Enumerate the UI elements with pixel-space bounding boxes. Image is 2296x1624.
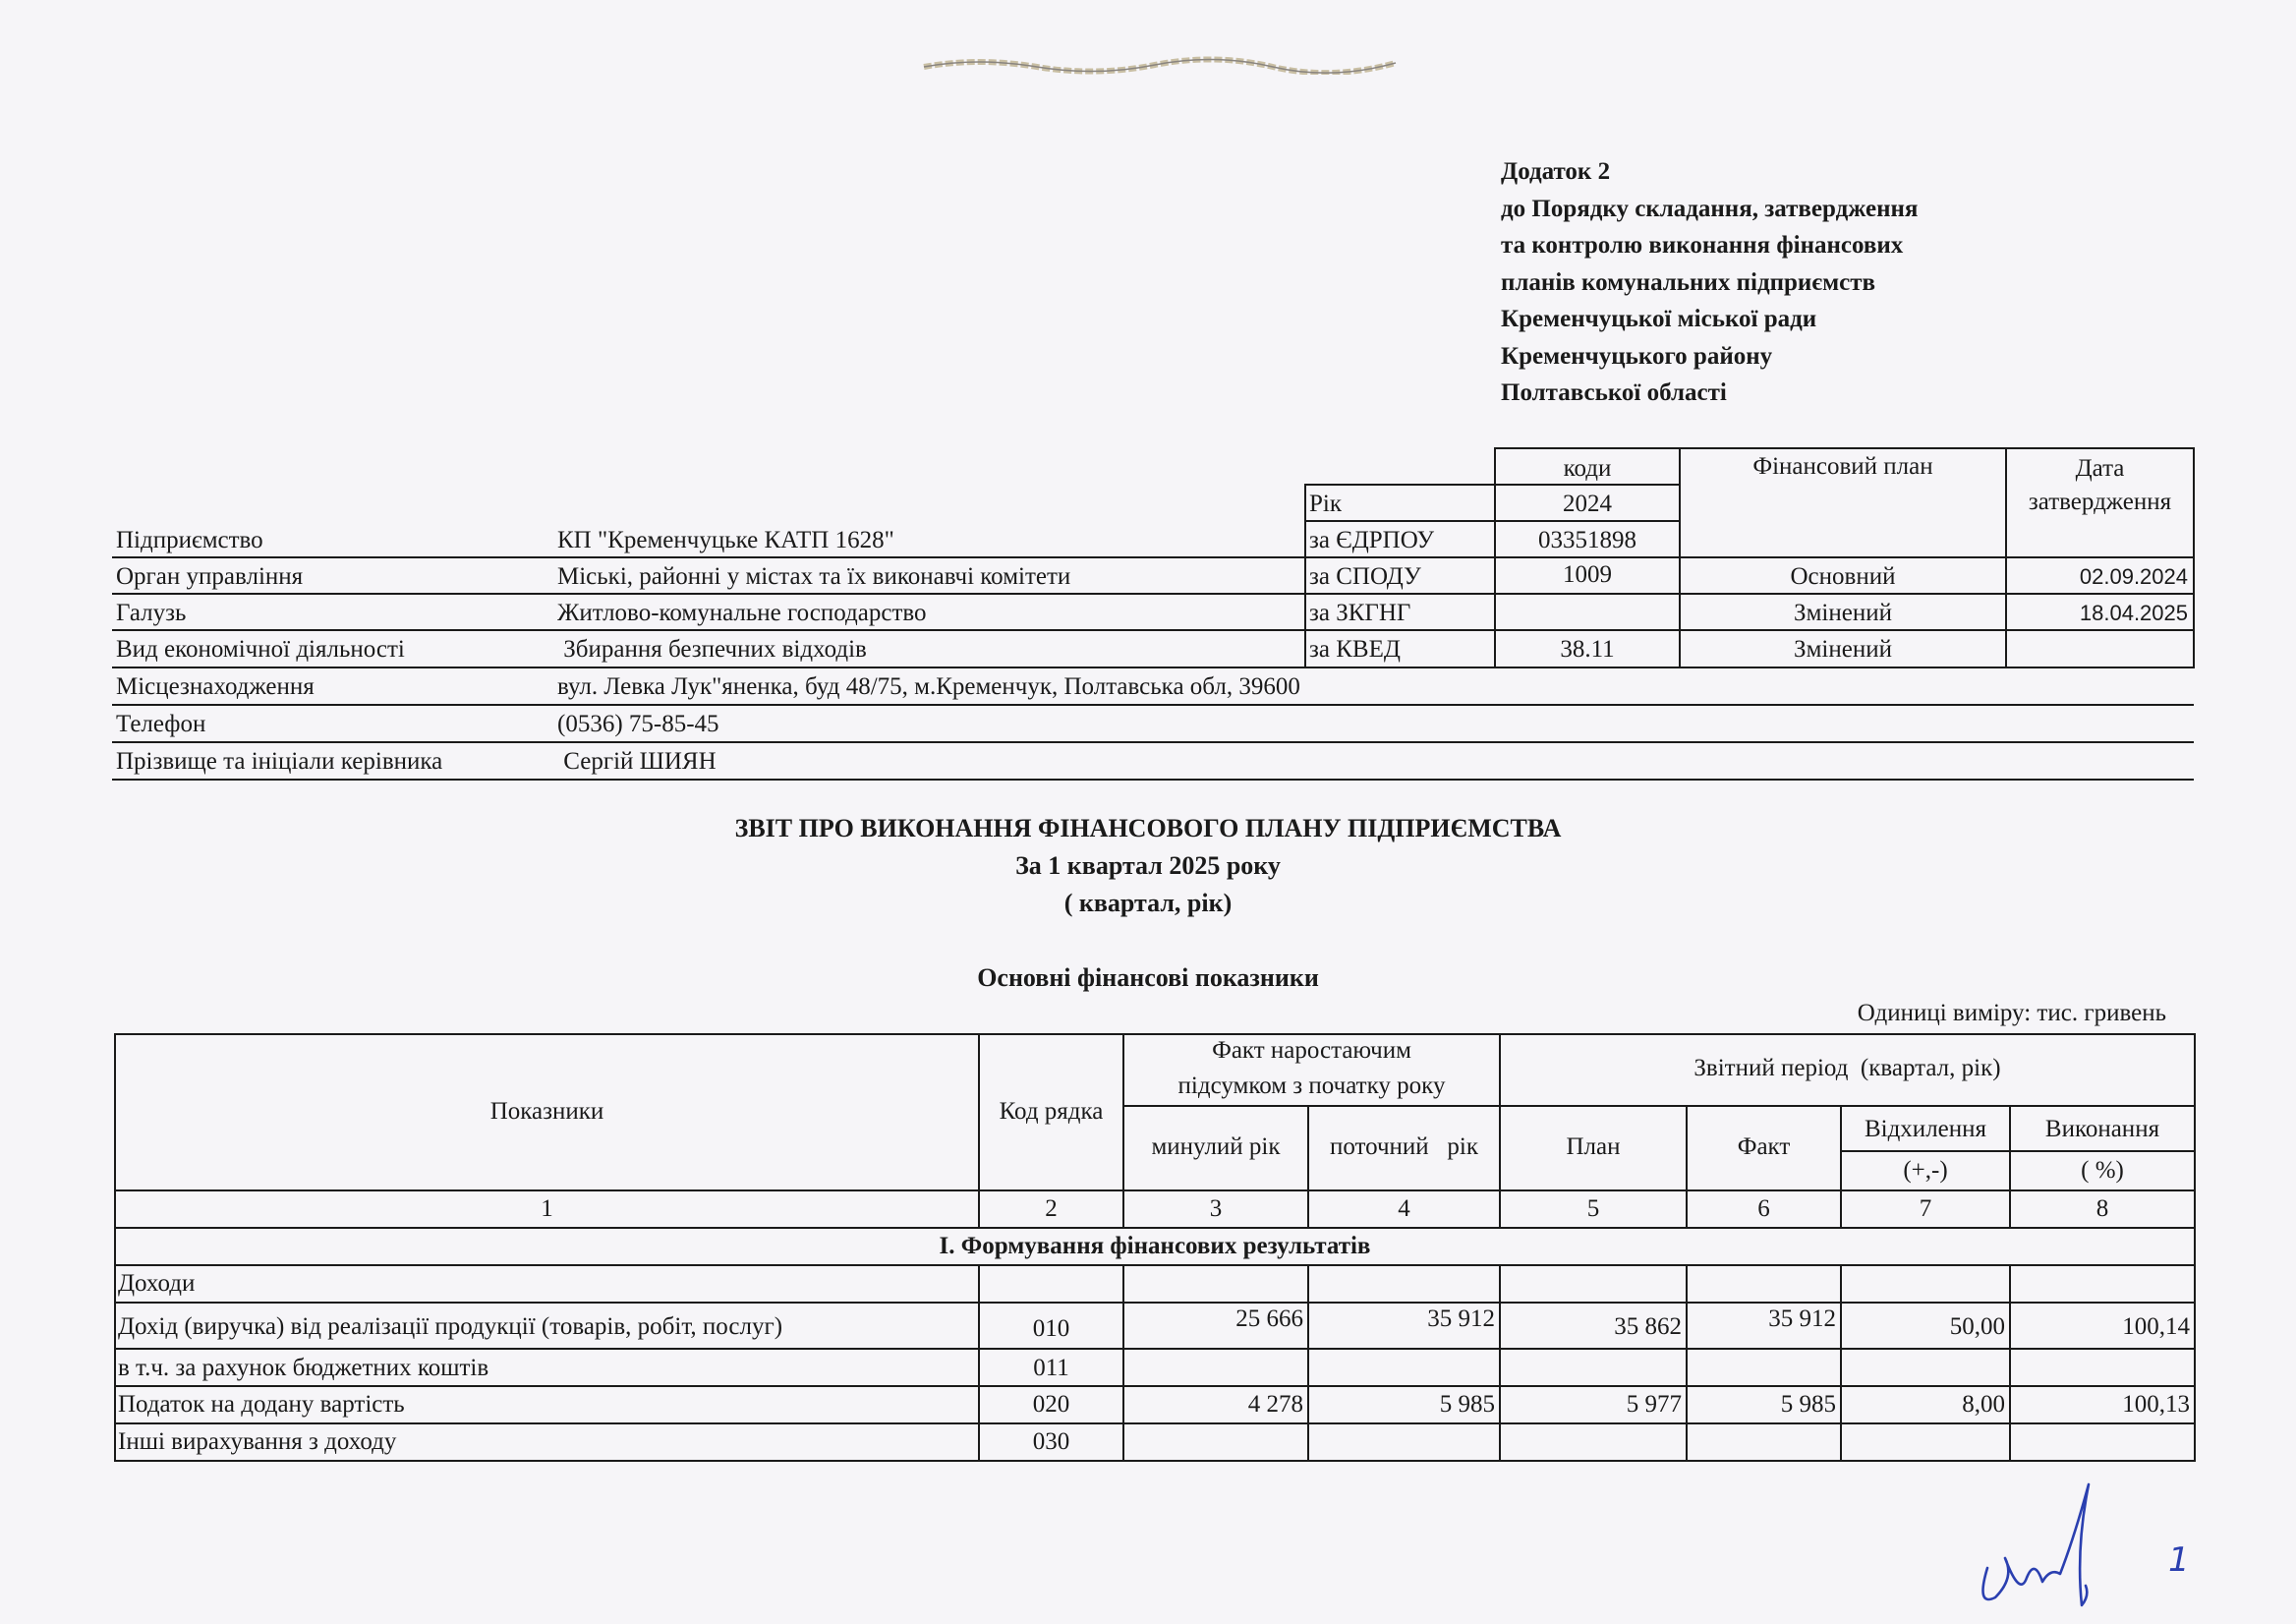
row-plan: 5 977 (1626, 1391, 1682, 1418)
report-period-hint: ( квартал, рік) (1063, 889, 1233, 917)
row-deviation: 50,00 (1949, 1313, 2005, 1340)
header-period: Звітний період (квартал, рік) (1693, 1055, 2001, 1081)
info-value: вул. Левка Лук"яненка, буд 48/75, м.Кременчук, Полтавська обл, 39600 (557, 673, 1300, 700)
col-number: 1 (541, 1195, 553, 1222)
appendix-line: та контролю виконання фінансових (1501, 232, 1904, 259)
appendix-line: Полтавської області (1501, 379, 1727, 406)
info-label: Телефон (116, 711, 206, 737)
codes-row-code: 03351898 (1538, 527, 1636, 553)
header-curr-year: поточний рік (1329, 1133, 1479, 1160)
col-number: 8 (2095, 1195, 2109, 1222)
info-label: Орган управління (116, 563, 304, 590)
codes-header: коди (1563, 455, 1612, 482)
page-number: 1 (2168, 1540, 2190, 1580)
row-code: 020 (1032, 1391, 1070, 1418)
codes-row-code: 1009 (1563, 561, 1612, 588)
col-number: 7 (1919, 1195, 1932, 1222)
header-execution-unit: ( %) (2081, 1157, 2124, 1184)
staple-mark (919, 55, 1401, 75)
header-code: Код рядка (999, 1098, 1104, 1125)
signature (1966, 1479, 2113, 1617)
row-code: 010 (1032, 1315, 1070, 1342)
plan-header: Фінансовий план (1752, 453, 1933, 480)
header-deviation-unit: (+,-) (1903, 1157, 1948, 1184)
appendix-line: Додаток 2 (1501, 158, 1611, 185)
row-name: Податок на додану вартість (118, 1391, 405, 1418)
info-value: (0536) 75-85-45 (557, 711, 719, 737)
appendix-line: планів комунальних підприємств (1501, 268, 1876, 296)
row-execution: 100,13 (2122, 1391, 2190, 1418)
codes-row-plan: Змінений (1794, 636, 1892, 663)
section-title: Основні фінансові показники (977, 963, 1319, 992)
row-code: 030 (1032, 1428, 1070, 1455)
row-curr-year: 35 912 (1427, 1305, 1495, 1332)
header-fact: Факт (1737, 1133, 1791, 1160)
codes-row-date: 18.04.2025 (2079, 601, 2188, 625)
codes-row-label: за КВЕД (1309, 636, 1401, 663)
info-label: Прізвище та ініціали керівника (116, 748, 443, 775)
appendix-line: Кременчуцького району (1501, 342, 1773, 370)
header-fact-line1: Факт наростаючим (1212, 1037, 1411, 1064)
info-value: КП "Кременчуцьке КАТП 1628" (557, 527, 894, 553)
units-label: Одиниці виміру: тис. гривень (1857, 1000, 2166, 1026)
info-value: Збирання безпечних відходів (557, 636, 867, 663)
header-execution: Виконання (2044, 1116, 2160, 1142)
codes-row-label: за СПОДУ (1309, 563, 1421, 590)
header-prev-year: минулий рік (1151, 1133, 1281, 1160)
col-number: 3 (1209, 1195, 1223, 1222)
row-name: Дохід (виручка) від реалізації продукції (товарів, робіт, послуг) (118, 1313, 783, 1340)
row-fact: 5 985 (1780, 1391, 1836, 1418)
header-fact-line2: підсумком з початку року (1177, 1073, 1446, 1099)
info-value: Житлово-комунальне господарство (557, 600, 927, 626)
header-plan: План (1566, 1133, 1621, 1160)
codes-row-label: за ЗКГНГ (1309, 600, 1411, 626)
info-label: Вид економічної діяльності (116, 636, 405, 663)
codes-row-plan: Змінений (1794, 600, 1892, 626)
header-indicators: Показники (489, 1098, 604, 1125)
codes-row-label: Рік (1309, 491, 1342, 517)
row-fact: 35 912 (1768, 1305, 1836, 1332)
row-prev-year: 25 666 (1235, 1305, 1303, 1332)
row-plan: 35 862 (1614, 1313, 1682, 1340)
col-number: 5 (1586, 1195, 1600, 1222)
header-deviation: Відхилення (1864, 1116, 1987, 1142)
row-name: Інші вирахування з доходу (118, 1428, 397, 1455)
info-label: Підприємство (116, 527, 263, 553)
codes-row-code: 38.11 (1560, 636, 1615, 663)
report-period: За 1 квартал 2025 року (1015, 851, 1281, 880)
col-number: 4 (1398, 1195, 1410, 1222)
info-label: Галузь (116, 600, 187, 626)
info-value: Сергій ШИЯН (557, 748, 717, 775)
appendix-line: до Порядку складання, затвердження (1501, 195, 1919, 222)
info-label: Місцезнаходження (116, 673, 315, 700)
row-execution: 100,14 (2122, 1313, 2190, 1340)
info-value: Міські, районні у містах та їх виконавчі комітети (557, 563, 1071, 590)
report-title: ЗВІТ ПРО ВИКОНАННЯ ФІНАНСОВОГО ПЛАНУ ПІДПРИЄМСТВА (734, 814, 1562, 842)
col-number: 6 (1757, 1195, 1770, 1222)
row-name: Доходи (118, 1270, 196, 1297)
row-code: 011 (1033, 1355, 1069, 1381)
appendix-line: Кременчуцької міської ради (1501, 306, 1817, 332)
codes-row-code: 2024 (1563, 491, 1612, 517)
row-prev-year: 4 278 (1247, 1391, 1303, 1418)
row-name: в т.ч. за рахунок бюджетних коштів (118, 1355, 489, 1381)
date-header: Дата затвердження (2028, 455, 2172, 515)
section-row: І. Формування фінансових результатів (939, 1233, 1371, 1259)
row-deviation: 8,00 (1962, 1391, 2005, 1418)
codes-row-plan: Основний (1790, 563, 1896, 590)
col-number: 2 (1045, 1195, 1058, 1222)
row-curr-year: 5 985 (1439, 1391, 1495, 1418)
codes-row-date: 02.09.2024 (2079, 564, 2188, 589)
appendix-header (1501, 153, 2051, 412)
codes-row-label: за ЄДРПОУ (1309, 527, 1435, 553)
